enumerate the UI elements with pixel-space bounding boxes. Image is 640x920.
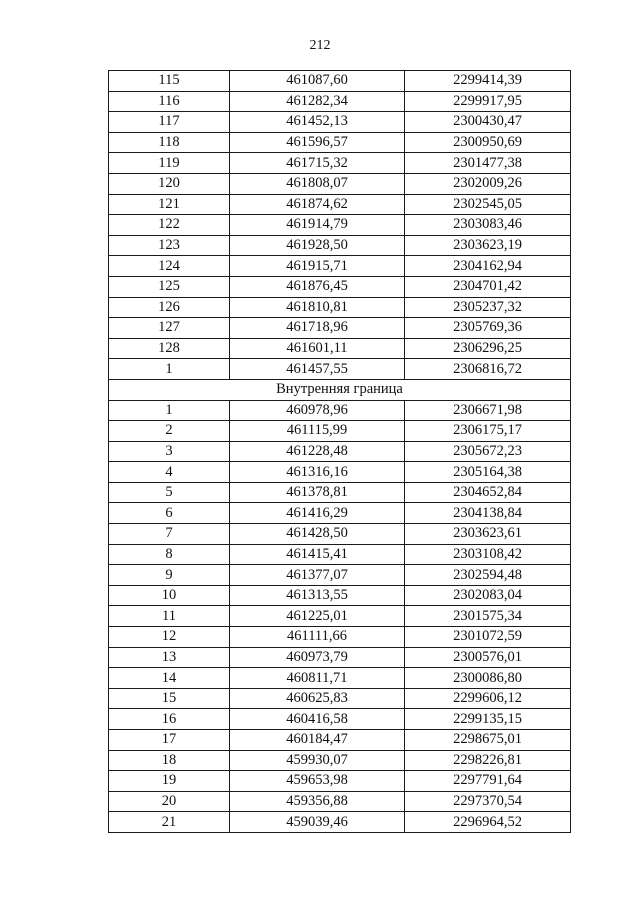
table-row bbox=[109, 565, 571, 586]
x-coordinate-cell: 461115,99 bbox=[230, 421, 405, 442]
point-number-cell: 7 bbox=[109, 524, 230, 545]
y-coordinate-cell: 2305672,23 bbox=[405, 441, 571, 462]
table-row bbox=[109, 297, 571, 318]
y-coordinate-cell: 2303083,46 bbox=[405, 215, 571, 236]
y-coordinate-cell: 2299135,15 bbox=[405, 709, 571, 730]
table-row bbox=[109, 153, 571, 174]
table-row bbox=[109, 400, 571, 421]
x-coordinate-cell: 461377,07 bbox=[230, 565, 405, 586]
x-coordinate-cell: 459930,07 bbox=[230, 750, 405, 771]
table-row bbox=[109, 71, 571, 92]
x-coordinate-cell: 461428,50 bbox=[230, 524, 405, 545]
point-number-cell: 118 bbox=[109, 132, 230, 153]
point-number-cell: 11 bbox=[109, 606, 230, 627]
coordinates-table bbox=[108, 70, 571, 833]
x-coordinate-cell: 461313,55 bbox=[230, 585, 405, 606]
y-coordinate-cell: 2300086,80 bbox=[405, 668, 571, 689]
page-number: 212 bbox=[309, 38, 331, 53]
y-coordinate-cell: 2304162,94 bbox=[405, 256, 571, 277]
outer-boundary-rows bbox=[109, 71, 571, 380]
y-coordinate-cell: 2299917,95 bbox=[405, 91, 571, 112]
x-coordinate-cell: 460973,79 bbox=[230, 647, 405, 668]
table-row bbox=[109, 421, 571, 442]
y-coordinate-cell: 2304652,84 bbox=[405, 482, 571, 503]
table-row bbox=[109, 338, 571, 359]
table-row bbox=[109, 688, 571, 709]
table-row bbox=[109, 318, 571, 339]
x-coordinate-cell: 460184,47 bbox=[230, 730, 405, 751]
y-coordinate-cell: 2302009,26 bbox=[405, 173, 571, 194]
x-coordinate-cell: 460811,71 bbox=[230, 668, 405, 689]
point-number-cell: 6 bbox=[109, 503, 230, 524]
x-coordinate-cell: 460625,83 bbox=[230, 688, 405, 709]
x-coordinate-cell: 461718,96 bbox=[230, 318, 405, 339]
x-coordinate-cell: 461282,34 bbox=[230, 91, 405, 112]
y-coordinate-cell: 2300576,01 bbox=[405, 647, 571, 668]
x-coordinate-cell: 461452,13 bbox=[230, 112, 405, 133]
x-coordinate-cell: 461457,55 bbox=[230, 359, 405, 380]
table-row bbox=[109, 173, 571, 194]
table-row bbox=[109, 91, 571, 112]
x-coordinate-cell: 461915,71 bbox=[230, 256, 405, 277]
y-coordinate-cell: 2300950,69 bbox=[405, 132, 571, 153]
y-coordinate-cell: 2296964,52 bbox=[405, 812, 571, 833]
table-row bbox=[109, 482, 571, 503]
y-coordinate-cell: 2298226,81 bbox=[405, 750, 571, 771]
point-number-cell: 20 bbox=[109, 791, 230, 812]
x-coordinate-cell: 461316,16 bbox=[230, 462, 405, 483]
table-row bbox=[109, 544, 571, 565]
y-coordinate-cell: 2297791,64 bbox=[405, 771, 571, 792]
x-coordinate-cell: 459356,88 bbox=[230, 791, 405, 812]
table-row bbox=[109, 730, 571, 751]
x-coordinate-cell: 461914,79 bbox=[230, 215, 405, 236]
point-number-cell: 116 bbox=[109, 91, 230, 112]
point-number-cell: 16 bbox=[109, 709, 230, 730]
point-number-cell: 4 bbox=[109, 462, 230, 483]
y-coordinate-cell: 2302594,48 bbox=[405, 565, 571, 586]
y-coordinate-cell: 2305769,36 bbox=[405, 318, 571, 339]
y-coordinate-cell: 2305164,38 bbox=[405, 462, 571, 483]
x-coordinate-cell: 461416,29 bbox=[230, 503, 405, 524]
point-number-cell: 127 bbox=[109, 318, 230, 339]
x-coordinate-cell: 461087,60 bbox=[230, 71, 405, 92]
point-number-cell: 125 bbox=[109, 276, 230, 297]
point-number-cell: 17 bbox=[109, 730, 230, 751]
inner-boundary-rows bbox=[109, 400, 571, 832]
y-coordinate-cell: 2301477,38 bbox=[405, 153, 571, 174]
x-coordinate-cell: 460978,96 bbox=[230, 400, 405, 421]
y-coordinate-cell: 2299414,39 bbox=[405, 71, 571, 92]
table-row bbox=[109, 215, 571, 236]
x-coordinate-cell: 461874,62 bbox=[230, 194, 405, 215]
point-number-cell: 126 bbox=[109, 297, 230, 318]
point-number-cell: 117 bbox=[109, 112, 230, 133]
y-coordinate-cell: 2301072,59 bbox=[405, 627, 571, 648]
table-row bbox=[109, 791, 571, 812]
table-row bbox=[109, 194, 571, 215]
x-coordinate-cell: 461810,81 bbox=[230, 297, 405, 318]
x-coordinate-cell: 461601,11 bbox=[230, 338, 405, 359]
point-number-cell: 3 bbox=[109, 441, 230, 462]
point-number-cell: 8 bbox=[109, 544, 230, 565]
point-number-cell: 1 bbox=[109, 400, 230, 421]
x-coordinate-cell: 461111,66 bbox=[230, 627, 405, 648]
x-coordinate-cell: 461928,50 bbox=[230, 235, 405, 256]
section-title: Внутренняя граница bbox=[109, 379, 571, 400]
y-coordinate-cell: 2301575,34 bbox=[405, 606, 571, 627]
point-number-cell: 124 bbox=[109, 256, 230, 277]
point-number-cell: 123 bbox=[109, 235, 230, 256]
x-coordinate-cell: 461808,07 bbox=[230, 173, 405, 194]
y-coordinate-cell: 2304701,42 bbox=[405, 276, 571, 297]
point-number-cell: 14 bbox=[109, 668, 230, 689]
point-number-cell: 10 bbox=[109, 585, 230, 606]
point-number-cell: 119 bbox=[109, 153, 230, 174]
table-row bbox=[109, 668, 571, 689]
y-coordinate-cell: 2300430,47 bbox=[405, 112, 571, 133]
y-coordinate-cell: 2305237,32 bbox=[405, 297, 571, 318]
table-row bbox=[109, 750, 571, 771]
table-row bbox=[109, 276, 571, 297]
y-coordinate-cell: 2303623,61 bbox=[405, 524, 571, 545]
x-coordinate-cell: 461225,01 bbox=[230, 606, 405, 627]
table-row bbox=[109, 771, 571, 792]
point-number-cell: 18 bbox=[109, 750, 230, 771]
point-number-cell: 2 bbox=[109, 421, 230, 442]
point-number-cell: 12 bbox=[109, 627, 230, 648]
point-number-cell: 19 bbox=[109, 771, 230, 792]
x-coordinate-cell: 461415,41 bbox=[230, 544, 405, 565]
x-coordinate-cell: 461715,32 bbox=[230, 153, 405, 174]
y-coordinate-cell: 2306175,17 bbox=[405, 421, 571, 442]
y-coordinate-cell: 2298675,01 bbox=[405, 730, 571, 751]
section-header-row bbox=[109, 379, 571, 400]
table-row bbox=[109, 585, 571, 606]
point-number-cell: 121 bbox=[109, 194, 230, 215]
y-coordinate-cell: 2304138,84 bbox=[405, 503, 571, 524]
y-coordinate-cell: 2303623,19 bbox=[405, 235, 571, 256]
point-number-cell: 15 bbox=[109, 688, 230, 709]
point-number-cell: 128 bbox=[109, 338, 230, 359]
x-coordinate-cell: 460416,58 bbox=[230, 709, 405, 730]
x-coordinate-cell: 459039,46 bbox=[230, 812, 405, 833]
point-number-cell: 21 bbox=[109, 812, 230, 833]
point-number-cell: 1 bbox=[109, 359, 230, 380]
table-row bbox=[109, 627, 571, 648]
table-row bbox=[109, 112, 571, 133]
point-number-cell: 120 bbox=[109, 173, 230, 194]
point-number-cell: 115 bbox=[109, 71, 230, 92]
point-number-cell: 122 bbox=[109, 215, 230, 236]
y-coordinate-cell: 2299606,12 bbox=[405, 688, 571, 709]
table-row bbox=[109, 462, 571, 483]
point-number-cell: 5 bbox=[109, 482, 230, 503]
y-coordinate-cell: 2297370,54 bbox=[405, 791, 571, 812]
y-coordinate-cell: 2306296,25 bbox=[405, 338, 571, 359]
y-coordinate-cell: 2302545,05 bbox=[405, 194, 571, 215]
table-row bbox=[109, 441, 571, 462]
x-coordinate-cell: 461228,48 bbox=[230, 441, 405, 462]
table-row bbox=[109, 132, 571, 153]
table-row bbox=[109, 235, 571, 256]
table-row bbox=[109, 256, 571, 277]
x-coordinate-cell: 459653,98 bbox=[230, 771, 405, 792]
table-row bbox=[109, 812, 571, 833]
table-row bbox=[109, 647, 571, 668]
point-number-cell: 9 bbox=[109, 565, 230, 586]
x-coordinate-cell: 461876,45 bbox=[230, 276, 405, 297]
table-row bbox=[109, 709, 571, 730]
x-coordinate-cell: 461596,57 bbox=[230, 132, 405, 153]
y-coordinate-cell: 2306816,72 bbox=[405, 359, 571, 380]
y-coordinate-cell: 2303108,42 bbox=[405, 544, 571, 565]
table-row bbox=[109, 606, 571, 627]
table-row bbox=[109, 524, 571, 545]
point-number-cell: 13 bbox=[109, 647, 230, 668]
section-header-group bbox=[109, 379, 571, 400]
y-coordinate-cell: 2306671,98 bbox=[405, 400, 571, 421]
table-row bbox=[109, 503, 571, 524]
x-coordinate-cell: 461378,81 bbox=[230, 482, 405, 503]
table-row bbox=[109, 359, 571, 380]
y-coordinate-cell: 2302083,04 bbox=[405, 585, 571, 606]
